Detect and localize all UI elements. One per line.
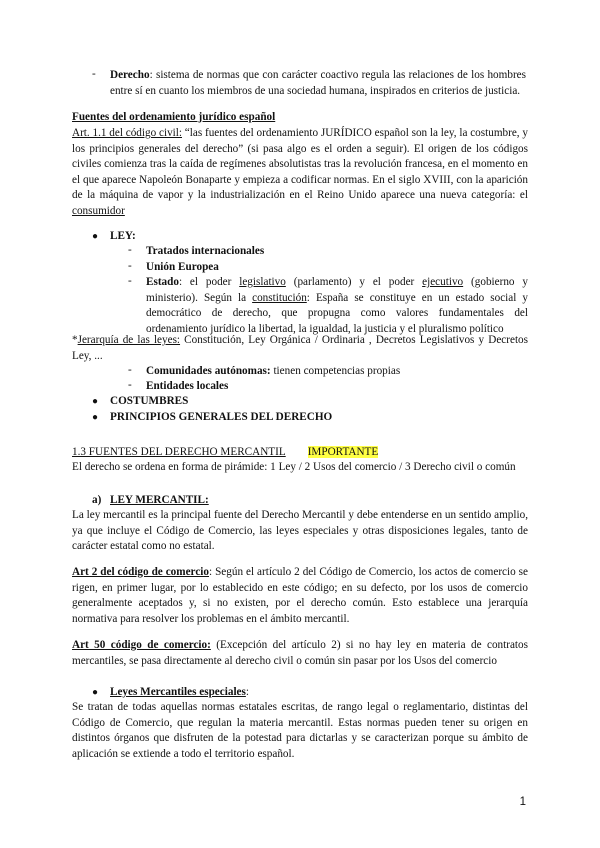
mercantil-heading: 1.3 FUENTES DEL DERECHO MERCANTIL IMPORTANTE [72, 446, 379, 458]
dash-marker: - [128, 364, 132, 376]
derecho-term: Derecho [110, 69, 150, 81]
bullet-icon: ● [92, 687, 99, 698]
entidades-item: Entidades locales [146, 380, 229, 392]
especiales-paragraph: Se tratan de todas aquellas normas estatales escritas, de rango legal o reglamentario, distintas del Código de Comercio, que regulan la materia mercantil. Estas normas pueden tener su origen en distintos órganos que disfruten de la potestad para dictarlas y se caracterizan porque su ámbito de aplicación se extiende a todo el territorio español. [72, 701, 528, 760]
piramide-line: El derecho se ordena en forma de pirámide: 1 Ley / 2 Usos del comercio / 3 Derecho civil o común [72, 461, 516, 473]
ley-label: LEY: [110, 230, 136, 242]
art2-label: Art 2 del código de comercio [72, 566, 209, 578]
art50-paragraph: Art 50 código de comercio: (Excepción del artículo 2) si no hay ley en materia de contratos mercantiles, se pasa directamente al derecho civil o común sin pasar por los Usos del comercio [72, 639, 528, 667]
jerarquia-label: Jerarquía de las leyes: [77, 334, 181, 346]
item-marker-a: a) [92, 494, 102, 506]
dash-marker: - [128, 379, 132, 391]
dash-marker: - [128, 275, 132, 287]
bullet-icon: ● [92, 412, 99, 423]
principios-item: PRINCIPIOS GENERALES DEL DERECHO [110, 411, 333, 423]
jerarquia-paragraph: *Jerarquía de las leyes: Constitución, Ley Orgánica / Ordinaria , Decretos Legislativos y Decretos Ley, ... [72, 334, 528, 362]
importante-highlight: IMPORTANTE [307, 446, 379, 458]
ley-mercantil-heading: LEY MERCANTIL: [110, 494, 209, 506]
page-number: 1 [519, 796, 526, 808]
dash-marker: - [92, 68, 96, 80]
dash-marker: - [128, 244, 132, 256]
costumbres-item: COSTUMBRES [110, 395, 189, 407]
fuentes-paragraph: Art. 1.1 del código civil: “las fuentes del ordenamiento JURÍDICO español son la ley, la costumbre, y los principios generales del derecho” (si pasa algo es el orden a seguir). El origen de los códigos civiles comienza tras la caída de regímenes absolutistas tras la revolución francesa, en el momento en el que aparece Napoleón Bonaparte y empieza a codificar normas. En el siglo XVIII, con la aparición de la máquina de vapor y la industrialización en el Reino Unido aparece una nueva categoría: el consumidor [72, 127, 528, 217]
derecho-definition: Derecho: sistema de normas que con carácter coactivo regula las relaciones de los hombres entre sí en cuanto los miembros de una sociedad humana, inspirados en criterios de justicia. [110, 69, 526, 97]
art-1-1-reference: Art. 1.1 del código civil: [72, 127, 182, 139]
especiales-heading: Leyes Mercantiles especiales: [110, 686, 249, 698]
ley-mercantil-paragraph: La ley mercantil es la principal fuente del Derecho Mercantil y debe entenderse en un sentido amplio, ya que incluye el Código de Comercio, las leyes especiales y otras disposiciones legales, tanto de carácter estatal como no estatal. [72, 509, 528, 553]
estado-item: Estado: el poder legislativo (parlamento) y el poder ejecutivo (gobierno y ministerio). Según la constitución: España se constituye en un estado social y democrático de derecho, que propugna como valores fundamentales del ordenamiento jurídico la libertad, la igualdad, la justicia y el pluralismo político [146, 276, 528, 335]
ccaa-item: Comunidades autónomas: tienen competencias propias [146, 365, 401, 377]
fuentes-heading: Fuentes del ordenamiento jurídico español [72, 111, 276, 123]
consumidor-word: consumidor [72, 204, 125, 217]
art2-paragraph: Art 2 del código de comercio: Según el artículo 2 del Código de Comercio, los actos de comercio se rigen, en primer lugar, por lo establecido en este código; en su defecto, por los usos de comercio generalmente aceptados y, si no existen, por el derecho común. Esto establece una jerarquía normativa para resolver los problemas en el ámbito mercantil. [72, 566, 528, 625]
art50-label: Art 50 código de comercio: [72, 639, 211, 651]
dash-marker: - [128, 260, 132, 272]
union-europea-item: Unión Europea [146, 261, 219, 273]
tratados-item: Tratados internacionales [146, 245, 265, 257]
bullet-icon: ● [92, 396, 99, 407]
bullet-icon: ● [92, 231, 99, 242]
